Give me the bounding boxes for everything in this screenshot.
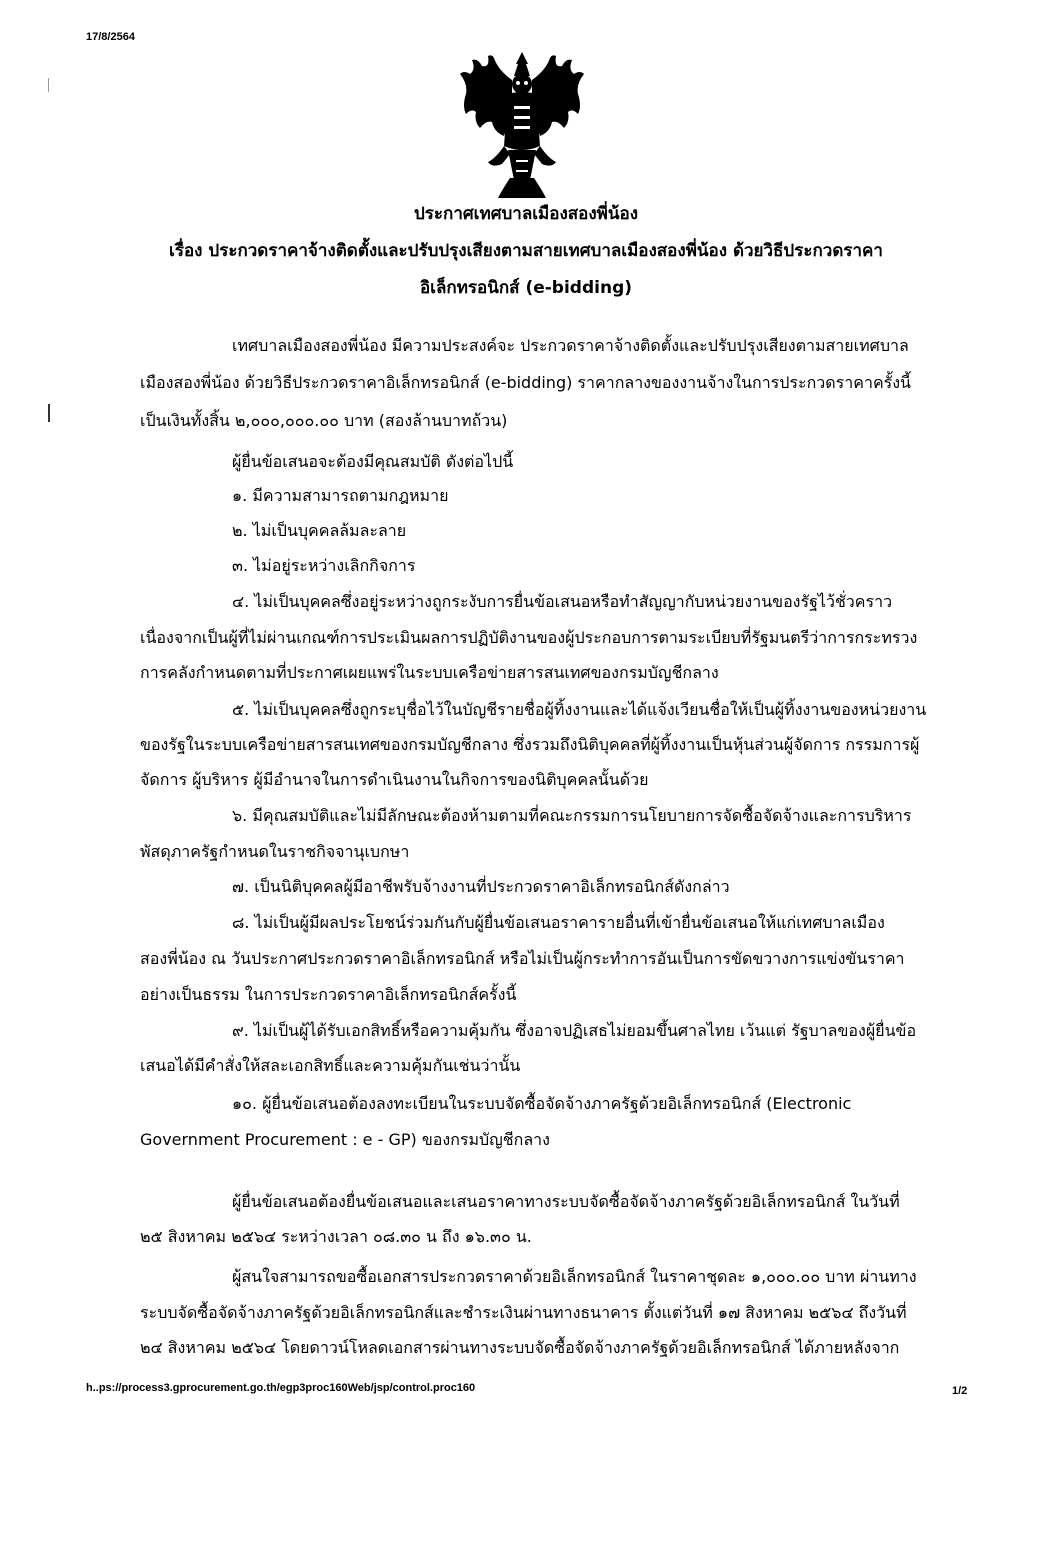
qualification-item: ๙. ไม่เป็นผู้ได้รับเอกสิทธิ์หรือความคุ้มกัน ซึ่งอาจปฏิเสธไม่ยอมขึ้นศาลไทย เว้นแต่ รัฐบาลของผู้ยื่นข้อ: [232, 1021, 917, 1040]
purchase-paragraph-cont: ๒๔ สิงหาคม ๒๕๖๔ โดยดาวน์โหลดเอกสารผ่านทางระบบจัดซื้อจัดจ้างภาครัฐด้วยอิเล็กทรอนิกส์ ได้ภายหลังจาก: [140, 1338, 900, 1357]
qualification-item: ๔. ไม่เป็นบุคคลซึ่งอยู่ระหว่างถูกระงับการยื่นข้อเสนอหรือทำสัญญากับหน่วยงานของรัฐไว้ชั่วคราว: [232, 592, 893, 611]
scan-mark: [48, 78, 49, 92]
qualification-item: ๓. ไม่อยู่ระหว่างเลิกกิจการ: [232, 556, 416, 575]
qualification-item: ๘. ไม่เป็นผู้มีผลประโยชน์ร่วมกันกับผู้ยื่นข้อเสนอราคารายอื่นที่เข้ายื่นข้อเสนอให้แก่เทศบาลเมือง: [232, 913, 885, 932]
document-title: ประกาศเทศบาลเมืองสองพี่น้อง: [414, 204, 638, 224]
qualification-item: ๕. ไม่เป็นบุคคลซึ่งถูกระบุชื่อไว้ในบัญชีรายชื่อผู้ทิ้งงานและได้แจ้งเวียนชื่อให้เป็นผู้ทิ้งงานของหน่วยงาน: [232, 700, 927, 719]
page-number: 1/2: [952, 1385, 968, 1397]
purchase-paragraph: ผู้สนใจสามารถขอซื้อเอกสารประกวดราคาด้วยอิเล็กทรอนิกส์ ในราคาชุดละ ๑,๐๐๐.๐๐ บาท ผ่านทาง: [232, 1267, 917, 1286]
qualification-item-cont: จัดการ ผู้บริหาร ผู้มีอำนาจในการดำเนินงานในกิจการของนิติบุคคลนั้นด้วย: [140, 770, 649, 789]
qualification-intro: ผู้ยื่นข้อเสนอจะต้องมีคุณสมบัติ ดังต่อไปนี้: [232, 452, 514, 471]
qualification-item-cont: การคลังกำหนดตามที่ประกาศเผยแพร่ในระบบเครือข่ายสารสนเทศของกรมบัญชีกลาง: [140, 663, 719, 682]
submission-paragraph: ผู้ยื่นข้อเสนอต้องยื่นข้อเสนอและเสนอราคาทางระบบจัดซื้อจัดจ้างภาครัฐด้วยอิเล็กทรอนิกส์ ในวันที่: [232, 1192, 900, 1211]
qualification-item-cont: Government Procurement : e - GP) ของกรมบัญชีกลาง: [140, 1130, 550, 1149]
qualification-item-cont: อย่างเป็นธรรม ในการประกวดราคาอิเล็กทรอนิกส์ครั้งนี้: [140, 985, 517, 1004]
garuda-emblem-icon: [458, 50, 586, 200]
scan-mark: [48, 404, 50, 422]
print-date: 17/8/2564: [86, 31, 135, 43]
purchase-paragraph-cont: ระบบจัดซื้อจัดจ้างภาครัฐด้วยอิเล็กทรอนิกส์และชำระเงินผ่านทางธนาคาร ตั้งแต่วันที่ ๑๗ สิงหาคม ๒๕๖๔ ถึงวันที่: [140, 1303, 907, 1322]
qualification-item: ๑๐. ผู้ยื่นข้อเสนอต้องลงทะเบียนในระบบจัดซื้อจัดจ้างภาครัฐด้วยอิเล็กทรอนิกส์ (Electronic: [232, 1094, 852, 1113]
source-url: h..ps://process3.gprocurement.go.th/egp3proc160Web/jsp/control.proc160: [86, 1382, 476, 1394]
qualification-item-cont: พัสดุภาครัฐกำหนดในราชกิจจานุเบกษา: [140, 842, 410, 861]
qualification-item-cont: สองพี่น้อง ณ วันประกาศประกวดราคาอิเล็กทรอนิกส์ หรือไม่เป็นผู้กระทำการอันเป็นการขัดขวางการแข่งขันราคา: [140, 949, 905, 968]
qualification-item: ๑. มีความสามารถตามกฎหมาย: [232, 486, 449, 505]
qualification-item: ๖. มีคุณสมบัติและไม่มีลักษณะต้องห้ามตามที่คณะกรรมการนโยบายการจัดซื้อจัดจ้างและการบริหาร: [232, 806, 912, 825]
qualification-item-cont: เนื่องจากเป็นผู้ที่ไม่ผ่านเกณฑ์การประเมินผลการปฏิบัติงานของผู้ประกอบการตามระเบียบที่รัฐมนตรีว่าการกระทรวง: [140, 628, 918, 647]
submission-paragraph-cont: ๒๕ สิงหาคม ๒๕๖๔ ระหว่างเวลา ๐๘.๓๐ น ถึง ๑๖.๓๐ น.: [140, 1227, 532, 1246]
qualification-item-cont: เสนอได้มีคำสั่งให้สละเอกสิทธิ์และความคุ้มกันเช่นว่านั้น: [140, 1056, 521, 1075]
intro-line: เป็นเงินทั้งสิ้น ๒,๐๐๐,๐๐๐.๐๐ บาท (สองล้านบาทถ้วน): [140, 411, 508, 430]
qualification-item: ๒. ไม่เป็นบุคคลล้มละลาย: [232, 521, 407, 540]
qualification-item-cont: ของรัฐในระบบเครือข่ายสารสนเทศของกรมบัญชีกลาง ซึ่งรวมถึงนิติบุคคลที่ผู้ทิ้งงานเป็นหุ้นส่วนผู้จัดการ กรรมการผู้: [140, 735, 920, 754]
intro-line: เมืองสองพี่น้อง ด้วยวิธีประกวดราคาอิเล็กทรอนิกส์ (e-bidding) ราคากลางของงานจ้างในการประกวดราคาครั้งนี้: [140, 373, 911, 392]
qualification-item: ๗. เป็นนิติบุคคลผู้มีอาชีพรับจ้างงานที่ประกวดราคาอิเล็กทรอนิกส์ดังกล่าว: [232, 877, 730, 896]
document-subject: เรื่อง ประกวดราคาจ้างติดตั้งและปรับปรุงเสียงตามสายเทศบาลเมืองสองพี่น้อง ด้วยวิธีประกวดราคา: [169, 241, 883, 261]
document-subject-cont: อิเล็กทรอนิกส์ (e-bidding): [419, 278, 633, 298]
intro-line: เทศบาลเมืองสองพี่น้อง มีความประสงค์จะ ประกวดราคาจ้างติดตั้งและปรับปรุงเสียงตามสายเทศบาล: [232, 336, 909, 355]
